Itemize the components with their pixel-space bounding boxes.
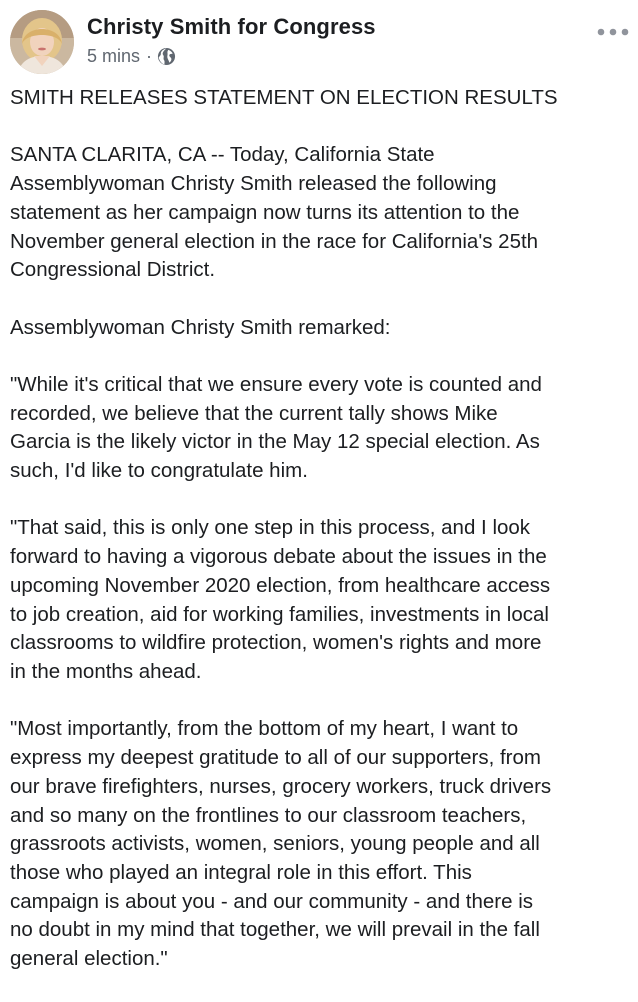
meta-separator: · [146, 46, 153, 66]
more-options-icon[interactable] [596, 24, 630, 40]
post-headline: SMITH RELEASES STATEMENT ON ELECTION RESULTS [10, 86, 558, 109]
post-paragraph: "While it's critical that we ensure every vote is counted and recorded, we believe that the current tally shows Mike Garcia is the likely victor in the May 12 special election. As such, I'd like to congratulate him. [10, 372, 542, 483]
globe-icon[interactable] [157, 47, 176, 66]
post-header [10, 8, 630, 76]
post-paragraph: "That said, this is only one step in this process, and I look forward to having a vigorous debate about the issues in the upcoming November 2020 election, from healthcare access to job creation, aid for working families, investments in local classrooms to wildfire protection, women's rights and more in the months ahead. [10, 516, 551, 683]
post-paragraph: Assemblywoman Christy Smith remarked: [10, 315, 391, 339]
post-paragraph: "Most importantly, from the bottom of my heart, I want to express my deepest gratitude to all of our supporters, from our brave firefighters, nurses, grocery workers, truck drivers and so many on the frontlines to our classroom teachers, grassroots activists, women, seniors, young people and all those who played an integral role in this effort. This campaign is about you - and our community - and there is no doubt in my mind that together, we will prevail in the fall general election." [10, 717, 552, 971]
post-body [10, 84, 630, 1002]
avatar[interactable] [10, 10, 74, 74]
post-meta [87, 46, 176, 67]
page-name[interactable]: Christy Smith for Congress [87, 14, 376, 39]
post-timestamp[interactable]: 5 mins [87, 46, 141, 66]
profile-photo-icon [10, 10, 74, 74]
post-paragraph: SANTA CLARITA, CA -- Today, California State Assemblywoman Christy Smith released the following statement as her campaign now turns its attention to the November general election in the race for California's 25th Congressional District. [10, 143, 539, 282]
